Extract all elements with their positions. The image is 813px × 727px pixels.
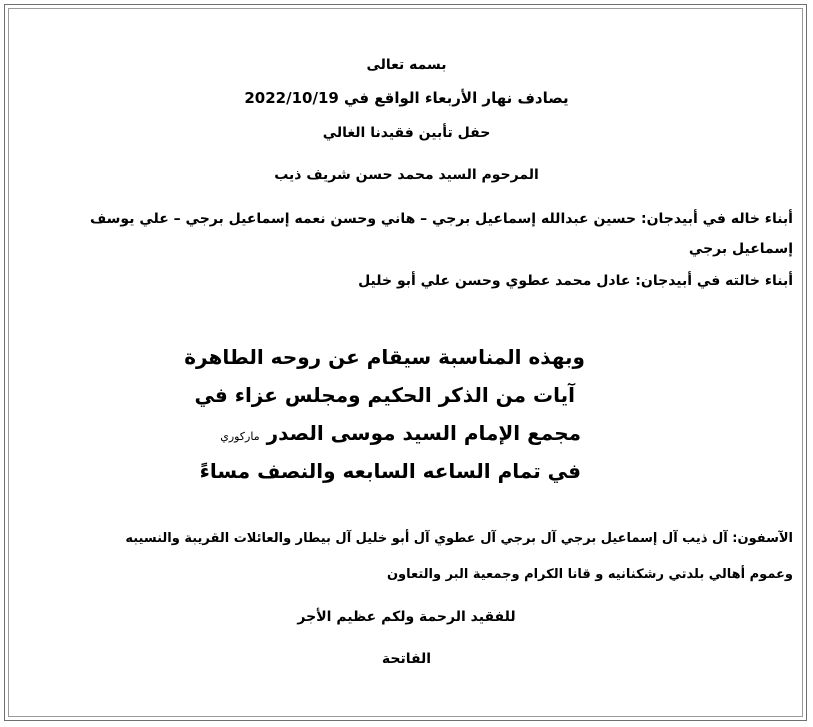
venue-name: مجمع الإمام السيد موسى الصدر [266, 421, 581, 445]
mourners-villages: وعموم أهالي بلدتي رشكنانيه و قانا الكرام وجمعية البر والتعاون [386, 567, 793, 582]
mourners-families: الآسفون: آل ذيب آل إسماعيل برجي آل برجي آل عطوي آل أبو خليل آل بيطار والعائلات القريبة والنسيبه [125, 531, 793, 546]
maternal-uncle-sons: أبناء خاله في أبيدجان: حسين عبدالله إسماعيل برجي – هاني وحسن نعمه إسماعيل برجي – علي يوسف إسماعيل برجي [89, 211, 793, 257]
maternal-aunt-sons: أبناء خالته في أبيدجان: عادل محمد عطوي وحسن علي أبو خليل [358, 273, 793, 289]
condolence-line: للفقيد الرحمة ولكم عظيم الأجر [297, 609, 516, 625]
announcement-line-3 [220, 420, 581, 450]
date-line: يصادف نهار الأربعاء الواقع في 2022/10/19 [244, 89, 569, 107]
deceased-name: المرحوم السيد محمد حسن شريف ذيب [274, 167, 539, 183]
basmala: بسمه تعالى [366, 57, 447, 73]
fatiha: الفاتحة [381, 651, 432, 667]
ceremony-title: حفل تأبين فقيدنا الغالي [322, 125, 491, 141]
announcement-line-4: في تمام الساعه السابعه والنصف مساءً [199, 459, 581, 483]
announcement-line-1: وبهذه المناسبة سيقام عن روحه الطاهرة [184, 345, 585, 369]
venue-location: ماركوري [220, 430, 260, 443]
announcement-line-2: آيات من الذكر الحكيم ومجلس عزاء في [194, 383, 575, 407]
